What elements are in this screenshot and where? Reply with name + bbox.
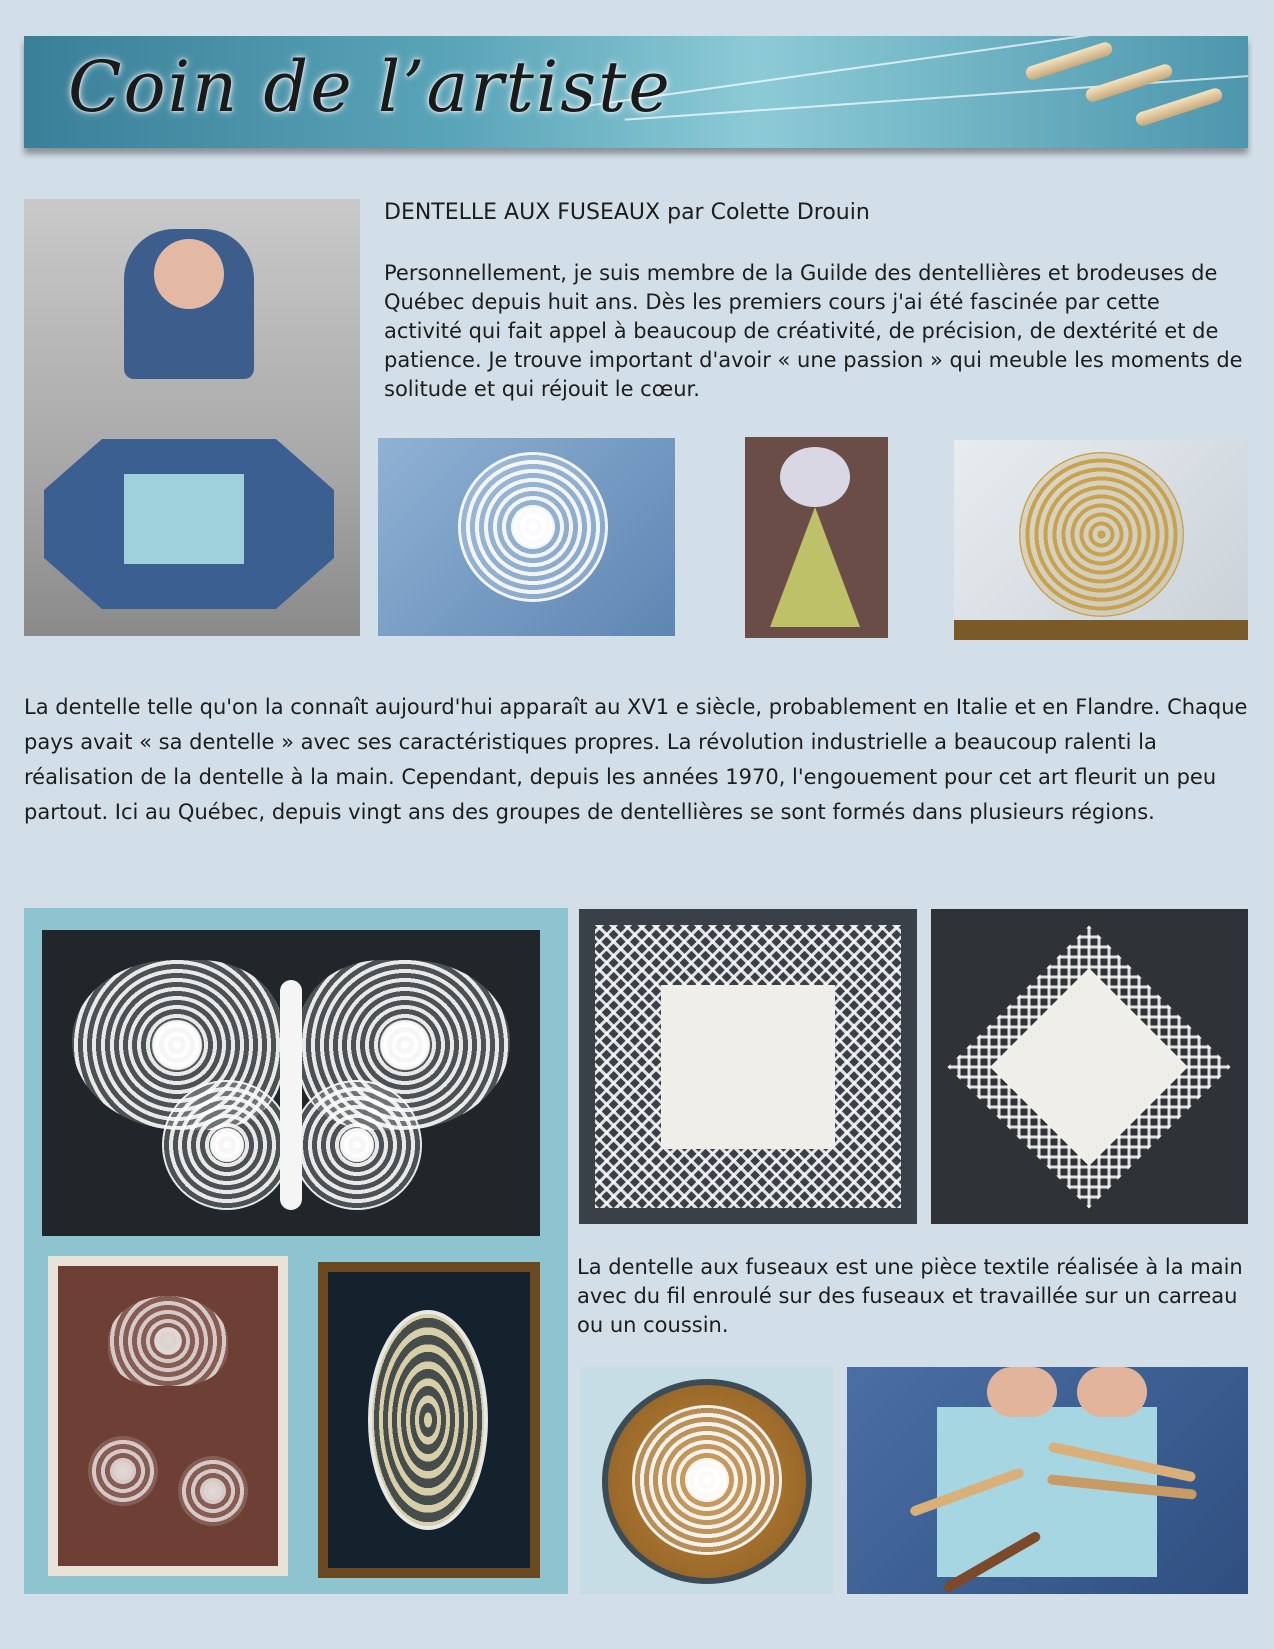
- photo-gold-lace-cushion: [954, 440, 1248, 640]
- photo-round-lace-on-wood: [580, 1367, 833, 1594]
- gold-lace-round: [1019, 452, 1184, 617]
- article-history: La dentelle telle qu'on la connaît aujourd'hui apparaît au XV1 e siècle, probablement en Italie et en Flandre. Chaque pays avait « sa dentelle » avec ses caractéristiques propres. La révolution industrielle a beaucoup ralenti la réalisation de la dentelle à la main. Cependant, depuis les années 1970, l'engouement pour cet art fleurit un peu partout. Ici au Québec, depuis vingt ans des groupes de dentellières se sont formés dans plusieurs régions.: [24, 695, 1248, 824]
- photo-lace-floral-panel: [48, 1256, 288, 1576]
- butterfly-wing-lower-left: [162, 1080, 292, 1210]
- photo-lace-handkerchief-diamond: [931, 909, 1248, 1224]
- round-lace-flower: [632, 1405, 782, 1555]
- photo-lace-angel: [745, 437, 888, 638]
- hand-right: [1077, 1367, 1147, 1417]
- angel-halo: [780, 447, 850, 507]
- photo-lace-handkerchief-embroidered: [579, 909, 917, 1224]
- article-intro: Personnellement, je suis membre de la Guilde des dentellières et brodeuses de Québec depuis huit ans. Dès les premiers cours j'ai été fascinée par cette activité qui fait appel à beaucoup de créativité, de précision, de dextérité et de patience. Je trouve important d'avoir « une passion » qui meuble les moments de solitude et qui réjouit le cœur.: [384, 261, 1243, 401]
- butterfly-body: [280, 980, 302, 1210]
- photo-white-lace-doily: [378, 438, 675, 636]
- butterfly-wing-lower-right: [292, 1080, 422, 1210]
- photo-framed-oval-lace: [318, 1262, 540, 1578]
- photo-lace-butterfly: [42, 930, 540, 1236]
- lace-flower-motif: [88, 1436, 158, 1506]
- hand-left: [987, 1367, 1057, 1417]
- article-definition: La dentelle aux fuseaux est une pièce textile réalisée à la main avec du fil enroulé sur des fuseaux et travaillée sur un carreau ou un coussin.: [577, 1255, 1243, 1337]
- lace-doily: [458, 452, 608, 602]
- banner-title: Coin de l’artiste: [68, 46, 672, 128]
- photo-artist-at-lace-pillow: [24, 199, 360, 636]
- photo-hands-working-bobbins: [847, 1367, 1248, 1594]
- banner-bobbin: [1024, 40, 1114, 81]
- cushion-frame: [954, 620, 1248, 640]
- banner-bobbin: [1134, 86, 1224, 127]
- header-banner: [24, 36, 1248, 148]
- article-heading: DENTELLE AUX FUSEAUX par Colette Drouin: [384, 200, 870, 225]
- lace-flower-motif: [178, 1456, 248, 1526]
- oval-lace: [368, 1310, 488, 1530]
- artist-face: [154, 239, 224, 309]
- angel-gown: [770, 507, 860, 627]
- lace-butterfly-motif: [108, 1296, 228, 1386]
- lace-pattern: [124, 474, 244, 564]
- linen-center: [661, 985, 835, 1149]
